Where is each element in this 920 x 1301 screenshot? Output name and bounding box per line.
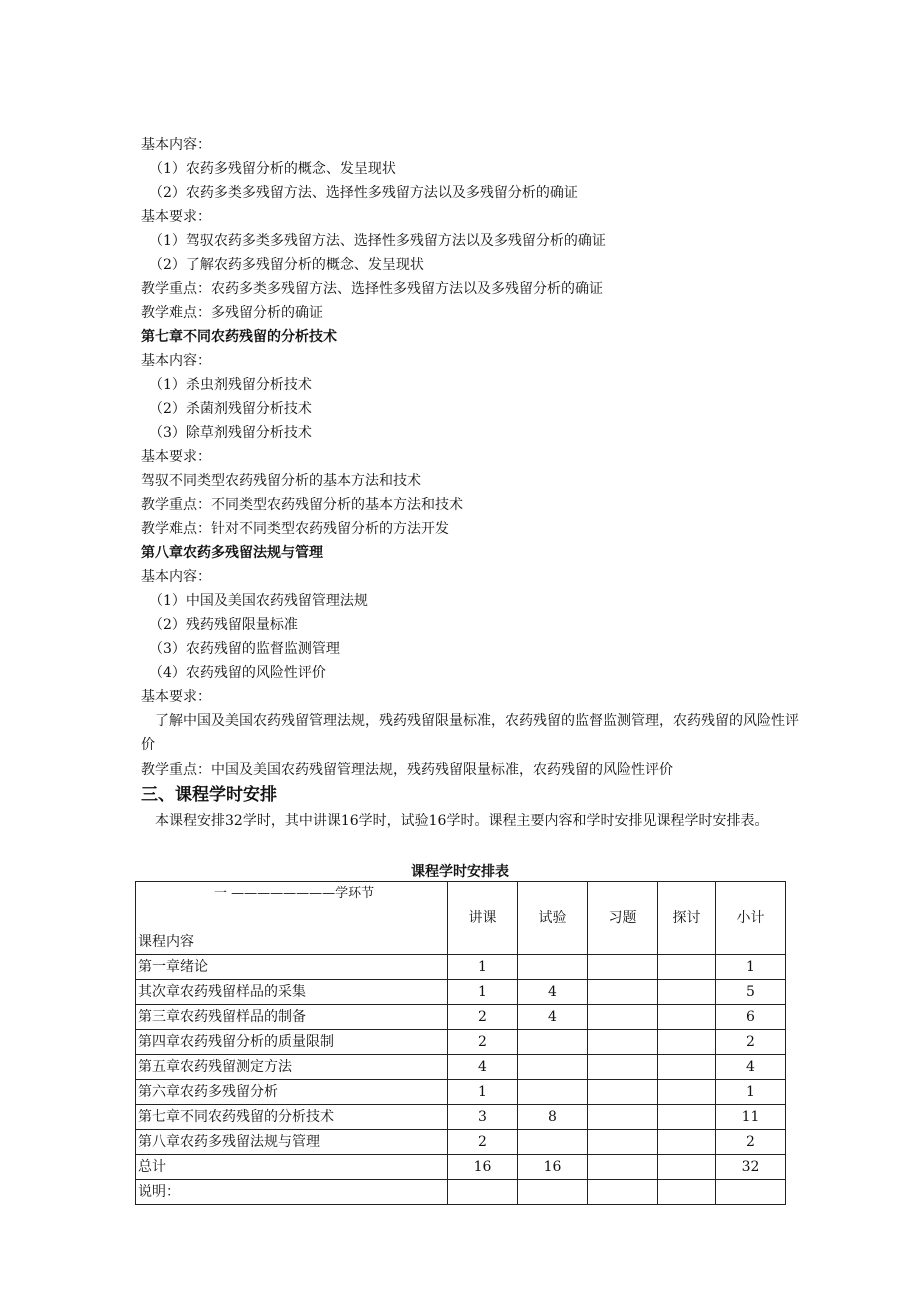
cell-subtotal: 32 [716, 1155, 786, 1180]
basic-content-label: 基本内容： [141, 137, 211, 153]
row-chapter: 第七章不同农药残留的分析技术 [136, 1105, 448, 1130]
table-row [136, 1130, 786, 1155]
cell-lecture: 1 [448, 980, 518, 1005]
cell-subtotal: 5 [716, 980, 786, 1005]
cell-lecture: 1 [448, 1080, 518, 1105]
cell-discussion [658, 1055, 716, 1080]
table-row [136, 1030, 786, 1055]
cell-lecture: 2 [448, 1030, 518, 1055]
row-chapter: 第八章农药多残留法规与管理 [136, 1130, 448, 1155]
cell-experiment: 16 [518, 1155, 588, 1180]
table-row [136, 1005, 786, 1030]
cell-discussion [658, 955, 716, 980]
note-cell [448, 1180, 518, 1205]
content-item: （3）除草剂残留分析技术 [149, 425, 312, 441]
note-cell [658, 1180, 716, 1205]
requirement-paragraph: 了解中国及美国农药残留管理法规，残药残留限量标准，农药残留的监督监测管理，农药残留的风险性评价 [141, 713, 799, 753]
teaching-difficulty: 教学难点：针对不同类型农药残留分析的方法开发 [141, 521, 449, 537]
col-header-discussion: 探讨 [658, 882, 716, 955]
cell-discussion [658, 1155, 716, 1180]
cell-experiment: 4 [518, 980, 588, 1005]
cell-discussion [658, 1105, 716, 1130]
cell-experiment: 4 [518, 1005, 588, 1030]
table-row [136, 980, 786, 1005]
requirement-item: （2）了解农药多残留分析的概念、发呈现状 [149, 257, 424, 273]
cell-subtotal: 11 [716, 1105, 786, 1130]
cell-exercise [588, 980, 658, 1005]
cell-lecture: 4 [448, 1055, 518, 1080]
table-caption: 课程学时安排表 [411, 864, 509, 880]
teaching-key-point: 教学重点：不同类型农药残留分析的基本方法和技术 [141, 497, 463, 513]
basic-content-label: 基本内容： [141, 353, 211, 369]
cell-discussion [658, 980, 716, 1005]
basic-content-label: 基本内容： [141, 569, 211, 585]
cell-lecture: 2 [448, 1005, 518, 1030]
header-course-content: 课程内容 [138, 934, 194, 950]
cell-lecture: 2 [448, 1130, 518, 1155]
requirement-item: （1）驾驭农药多类多残留方法、选择性多残留方法以及多残留分析的确证 [149, 233, 606, 249]
cell-experiment [518, 1030, 588, 1055]
cell-exercise [588, 1080, 658, 1105]
row-chapter: 第五章农药残留测定方法 [136, 1055, 448, 1080]
table-total-row [136, 1155, 786, 1180]
content-item: （1）中国及美国农药残留管理法规 [149, 593, 368, 609]
table-row [136, 955, 786, 980]
content-item: （2）杀菌剂残留分析技术 [149, 401, 312, 417]
cell-subtotal: 4 [716, 1055, 786, 1080]
cell-exercise [588, 1130, 658, 1155]
chapter8-title: 第八章农药多残留法规与管理 [141, 545, 323, 561]
cell-experiment [518, 1130, 588, 1155]
cell-exercise [588, 1155, 658, 1180]
teaching-difficulty: 教学难点：多残留分析的确证 [141, 305, 323, 321]
row-chapter: 第六章农药多残留分析 [136, 1080, 448, 1105]
cell-lecture: 16 [448, 1155, 518, 1180]
cell-exercise [588, 1055, 658, 1080]
col-header-subtotal: 小计 [716, 882, 786, 955]
cell-discussion [658, 1030, 716, 1055]
table-row [136, 1055, 786, 1080]
note-label: 说明： [136, 1180, 448, 1205]
cell-exercise [588, 1105, 658, 1130]
header-diagonal-cell [136, 882, 448, 955]
table-row [136, 1105, 786, 1130]
basic-requirement-label: 基本要求： [141, 449, 211, 465]
content-item: （2）农药多类多残留方法、选择性多残留方法以及多残留分析的确证 [149, 185, 578, 201]
teaching-key-point: 教学重点：中国及美国农药残留管理法规，残药残留限量标准，农药残留的风险性评价 [141, 762, 673, 778]
cell-subtotal: 6 [716, 1005, 786, 1030]
col-header-experiment: 试验 [518, 882, 588, 955]
row-chapter: 第四章农药残留分析的质量限制 [136, 1030, 448, 1055]
content-item: （4）农药残留的风险性评价 [149, 665, 326, 681]
col-header-exercise: 习题 [588, 882, 658, 955]
content-item: （3）农药残留的监督监测管理 [149, 641, 340, 657]
note-cell [588, 1180, 658, 1205]
cell-exercise [588, 1005, 658, 1030]
cell-subtotal: 2 [716, 1030, 786, 1055]
content-item: （1）杀虫剂残留分析技术 [149, 377, 312, 393]
header-teaching-stage: 一 ————————学环节 [214, 886, 375, 901]
requirement-text: 驾驭不同类型农药残留分析的基本方法和技术 [141, 473, 421, 489]
schedule-table [135, 881, 786, 1205]
chapter7-title: 第七章不同农药残留的分析技术 [141, 329, 337, 345]
table-note-row [136, 1180, 786, 1205]
content-item: （1）农药多残留分析的概念、发呈现状 [149, 161, 396, 177]
cell-discussion [658, 1130, 716, 1155]
cell-exercise [588, 955, 658, 980]
note-cell [518, 1180, 588, 1205]
section3-title: 三、课程学时安排 [141, 785, 277, 805]
note-cell [716, 1180, 786, 1205]
cell-discussion [658, 1005, 716, 1030]
cell-experiment: 8 [518, 1105, 588, 1130]
cell-experiment [518, 955, 588, 980]
cell-discussion [658, 1080, 716, 1105]
cell-experiment [518, 1080, 588, 1105]
content-item: （2）残药残留限量标准 [149, 617, 298, 633]
col-header-lecture: 讲课 [448, 882, 518, 955]
cell-subtotal: 1 [716, 1080, 786, 1105]
cell-subtotal: 1 [716, 955, 786, 980]
row-chapter: 其次章农药残留样品的采集 [136, 980, 448, 1005]
table-header-row [136, 882, 786, 955]
row-total-label: 总计 [136, 1155, 448, 1180]
cell-experiment [518, 1055, 588, 1080]
teaching-key-point: 教学重点：农药多类多残留方法、选择性多残留方法以及多残留分析的确证 [141, 281, 603, 297]
cell-lecture: 1 [448, 955, 518, 980]
row-chapter: 第一章绪论 [136, 955, 448, 980]
cell-exercise [588, 1030, 658, 1055]
cell-subtotal: 2 [716, 1130, 786, 1155]
table-row [136, 1080, 786, 1105]
basic-requirement-label: 基本要求： [141, 209, 211, 225]
row-chapter: 第三章农药残留样品的制备 [136, 1005, 448, 1030]
section3-intro: 本课程安排32学时，其中讲课16学时，试验16学时。课程主要内容和学时安排见课程学时安排表。 [155, 813, 769, 829]
cell-lecture: 3 [448, 1105, 518, 1130]
basic-requirement-label: 基本要求： [141, 689, 211, 705]
